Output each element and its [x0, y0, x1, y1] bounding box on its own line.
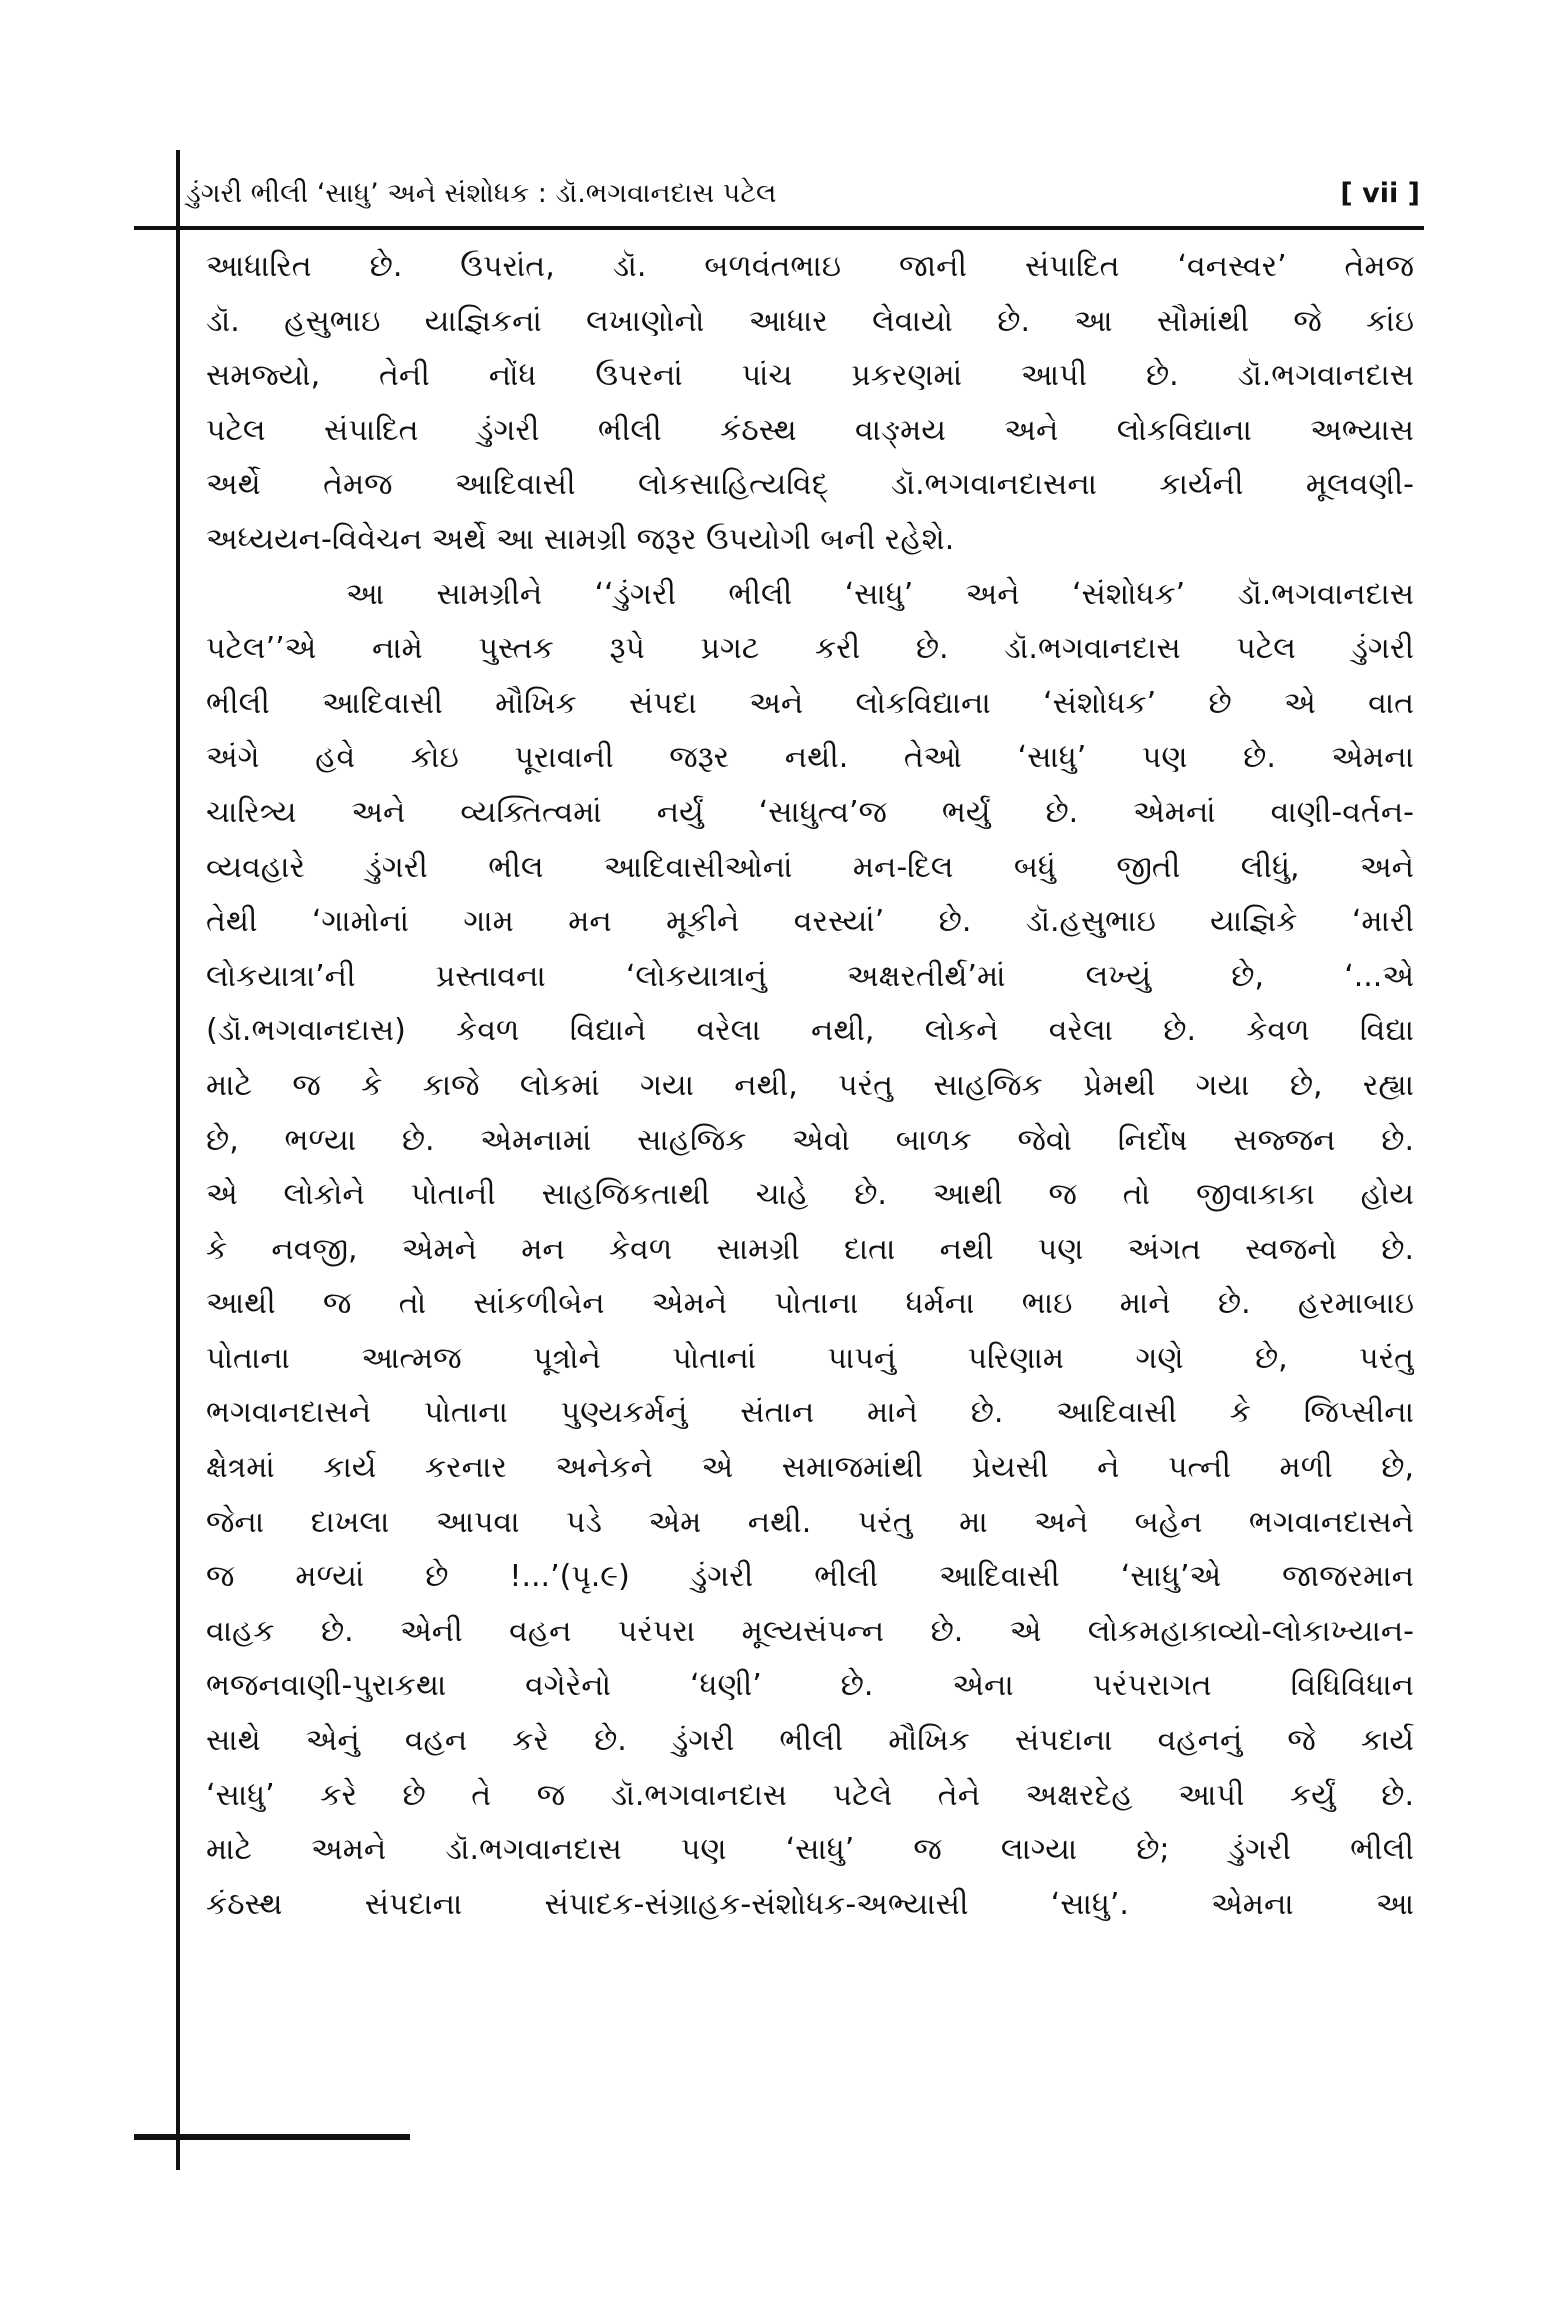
text-line: ‘સાધુ’ કરે છે તે જ ડૉ.ભગવાનદાસ પટેલે તેને અક્ષરદેહ આપી કર્યું છે.: [206, 1777, 1414, 1813]
running-header: [180, 168, 1420, 224]
left-margin-rule: [176, 150, 180, 2170]
text-line: છે, ભળ્યા છે. એમનામાં સાહજિક એવો બાળક જેવો નિર્દોષ સજ્જન છે.: [206, 1122, 1414, 1158]
text-line: માટે જ કે કાજે લોકમાં ગયા નથી, પરંતુ સાહજિક પ્રેમથી ગયા છે, રહ્યા: [206, 1067, 1414, 1103]
body-text: [206, 240, 1414, 1932]
text-line: જ મળ્યાં છે !...’(પૃ.૯) ડુંગરી ભીલી આદિવાસી ‘સાધુ’એ જાજરમાન: [206, 1559, 1414, 1595]
text-line: ભગવાનદાસને પોતાના પુણ્યકર્મનું સંતાન માને છે. આદિવાસી કે જિપ્સીના: [206, 1395, 1414, 1431]
text-line: એ લોકોને પોતાની સાહજિકતાથી ચાહે છે. આથી જ તો જીવાકાકા હોય: [206, 1177, 1414, 1213]
text-line: આધારિત છે. ઉપરાંત, ડૉ. બળવંતભાઇ જાની સંપાદિત ‘વનસ્વર’ તેમજ: [206, 249, 1414, 284]
text-line: (ડૉ.ભગવાનદાસ) કેવળ વિદ્યાને વરેલા નથી, લોકને વરેલા છે. કેવળ વિદ્યા: [206, 1013, 1414, 1049]
text-line: માટે અમને ડૉ.ભગવાનદાસ પણ ‘સાધુ’ જ લાગ્યા છે; ડુંગરી ભીલી: [206, 1832, 1414, 1868]
running-title: ડુંગરી ભીલી ‘સાધુ’ અને સંશોધક : ડૉ.ભગવાનદાસ પટેલ: [186, 178, 777, 209]
text-line: પટેલ’’એ નામે પુસ્તક રૂપે પ્રગટ કરી છે. ડૉ.ભગવાનદાસ પટેલ ડુંગરી: [206, 631, 1414, 667]
text-line: કંઠસ્થ સંપદાના સંપાદક-સંગ્રાહક-સંશોધક-અભ્યાસી ‘સાધુ’. એમના આ: [206, 1886, 1414, 1922]
text-line: ડૉ. હસુભાઇ યાજ્ઞિકનાં લખાણોનો આધાર લેવાયો છે. આ સૌમાંથી જે કાંઇ: [206, 303, 1414, 339]
text-line: અંગે હવે કોઇ પૂરાવાની જરૂર નથી. તેઓ ‘સાધુ’ પણ છે. એમના: [206, 740, 1414, 776]
text-line: સાથે એનું વહન કરે છે. ડુંગરી ભીલી મૌખિક સંપદાના વહનનું જે કાર્ય: [206, 1723, 1414, 1759]
text-line: સમજ્યો, તેની નોંધ ઉપરનાં પાંચ પ્રકરણમાં આપી છે. ડૉ.ભગવાનદાસ: [206, 358, 1414, 394]
text-line: પટેલ સંપાદિત ડુંગરી ભીલી કંઠસ્થ વાઙ્મય અને લોકવિદ્યાના અભ્યાસ: [206, 412, 1414, 448]
footer-rule: [134, 2134, 410, 2140]
text-line: વ્યવહારે ડુંગરી ભીલ આદિવાસીઓનાં મન-દિલ બધું જીતી લીધું, અને: [206, 849, 1414, 885]
text-line: આ સામગ્રીને ‘‘ડુંગરી ભીલી ‘સાધુ’ અને ‘સંશોધક’ ડૉ.ભગવાનદાસ: [346, 576, 1414, 612]
text-line: પોતાના આત્મજ પૂત્રોને પોતાનાં પાપનું પરિણામ ગણે છે, પરંતુ: [206, 1340, 1414, 1376]
text-line: વાહક છે. એની વહન પરંપરા મૂલ્યસંપન્ન છે. એ લોકમહાકાવ્યો-લોકાખ્યાન-: [206, 1613, 1414, 1649]
page-number: [ vii ]: [1340, 178, 1420, 209]
text-line: કે નવજી, એમને મન કેવળ સામગ્રી દાતા નથી પણ અંગત સ્વજનો છે.: [206, 1231, 1414, 1267]
text-line: જેના દાખલા આપવા પડે એમ નથી. પરંતુ મા અને બહેન ભગવાનદાસને: [206, 1504, 1414, 1540]
text-line: ભજનવાણી-પુરાકથા વગેરેનો ‘ધણી’ છે. એના પરંપરાગત વિધિવિધાન: [206, 1668, 1414, 1704]
header-rule: [134, 226, 1424, 230]
text-line: લોકયાત્રા’ની પ્રસ્તાવના ‘લોકયાત્રાનું અક્ષરતીર્થ’માં લખ્યું છે, ‘...એ: [206, 958, 1414, 994]
text-line: આથી જ તો સાંકળીબેન એમને પોતાના ધર્મના ભાઇ માને છે. હરમાબાઇ: [206, 1286, 1414, 1322]
text-line: અધ્યયન-વિવેચન અર્થે આ સામગ્રી જરૂર ઉપયોગી બની રહેશે.: [206, 521, 955, 557]
text-line: તેથી ‘ગામોનાં ગામ મન મૂકીને વરસ્યાં’ છે. ડૉ.હસુભાઇ યાજ્ઞિકે ‘મારી: [206, 904, 1414, 940]
text-line: ભીલી આદિવાસી મૌખિક સંપદા અને લોકવિદ્યાના ‘સંશોધક’ છે એ વાત: [206, 685, 1414, 721]
text-line: ક્ષેત્રમાં કાર્ય કરનાર અનેકને એ સમાજમાંથી પ્રેયસી ને પત્ની મળી છે,: [206, 1450, 1414, 1486]
text-line: અર્થે તેમજ આદિવાસી લોકસાહિત્યવિદ્ ડૉ.ભગવાનદાસના કાર્યની મૂલવણી-: [206, 467, 1414, 503]
text-line: ચારિત્ર્ય અને વ્યક્તિત્વમાં નર્યું ‘સાધુત્વ’જ ભર્યું છે. એમનાં વાણી-વર્તન-: [206, 794, 1414, 830]
